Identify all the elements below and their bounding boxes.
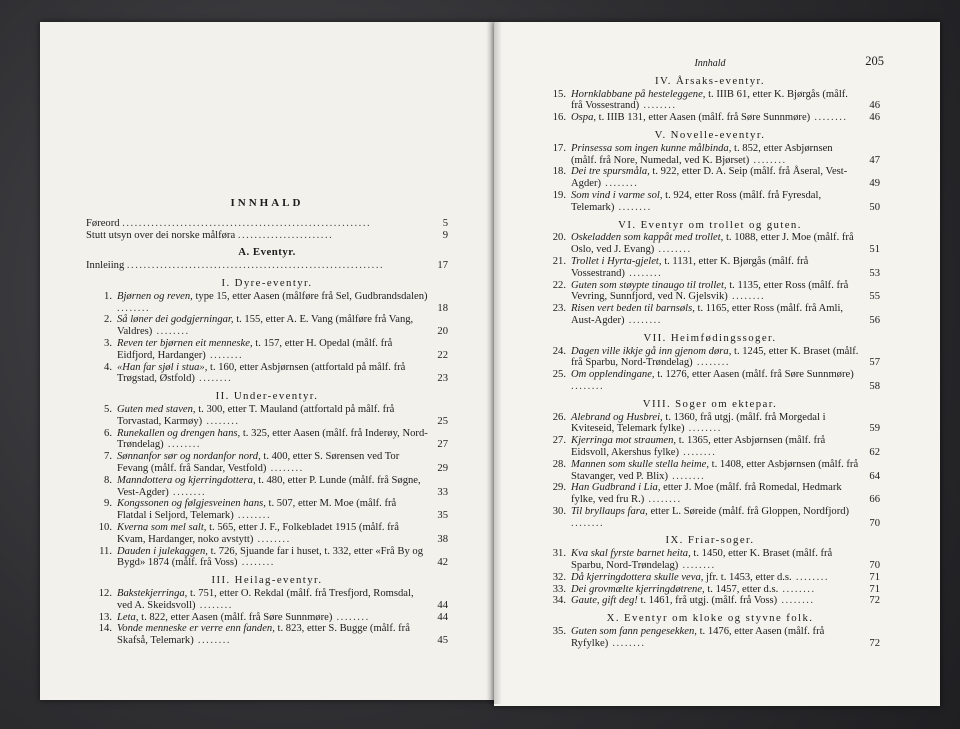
entry-title: Mannen som skulle stella heime, [571,458,709,470]
toc-entry: 33. Dei grovmælte kjerringdøtrene, t. 1457, etter d.s. ........ 71 [540,584,880,596]
entry-source: t. 1135, etter Ross (målf. frå Vevring, Sunnfjord, ved N. Gjelsvik) [571,279,849,303]
entry-number: 17. [552,142,566,154]
entry-number: 33. [552,583,566,595]
toc-entry: 11. Dauden i julekaggen, t. 726, Sjuande far i huset, t. 332, etter «Frå By og Bygd» 1874 (målf. frå Voss) ........ 42 [86,546,448,570]
section-title: VI. Eventyr om trollet og guten. [618,218,802,231]
entry-title: Risen vert beden til barnsøls, [571,303,695,315]
toc-entry: 21. Trollet i Hyrta-gjelet, t. 1131, etter K. Bjørgås (målf. frå Vossestrand) ........ 53 [540,256,880,280]
entry-page: 66 [869,494,880,506]
entry-source: t. 155, etter A. E. Vang (målføre frå Vang, Valdres) [117,314,414,338]
toc-entry: 34. Gaute, gift deg! t. 1461, frå utgj. (målf. frå Voss) ........ 72 [540,595,880,607]
entry-number: 6. [104,427,112,439]
front-entry: Føreord ............................................................ 5 [86,217,448,229]
entry-source: t. 1276, etter Aasen (målf. frå Søre Sunnmøre) [657,369,854,381]
toc-entry: 26. Alebrand og Husbrei, t. 1360, frå utgj. (målf. frå Morgedal i Kviteseid, Telemark fylke) ........ 59 [540,412,880,436]
entry-page: 55 [869,291,880,303]
entry-title: Alebrand og Husbrei, [571,411,663,423]
entry-title: Han Gudbrand i Lia, [571,482,661,494]
entry-source: etter J. Moe (målf. frå Romedal, Hedmark fylke, ved fru R.) [571,482,842,506]
page-number: 205 [865,54,884,68]
entry-source: t. 1165, etter Ross (målf. frå Amli, Aust-Agder) [571,303,844,326]
entry-number: 28. [552,458,566,470]
entry-title: Bakstekjerringa, [117,587,188,599]
entry-number: 9. [104,498,112,510]
entry-source: t. IIIB 61, etter K. Bjørgås (målf. frå Vossestrand) [571,88,848,112]
entry-page: 18 [437,302,448,314]
entry-title: Reven ter bjørnen eit menneske, [117,337,253,349]
entry-number: 34. [552,595,566,607]
entry-source: t. 300, etter T. Mauland (attfortald på målf. frå Torvastad, Karmøy) [117,403,395,427]
entry-title: Manndottera og kjerringdottera, [117,474,256,486]
entry-source: t. 924, etter Ross (målf. frå Fyresdal, Telemark) [571,189,822,213]
entry-number: 26. [552,411,566,423]
entry-page: 72 [869,595,880,607]
entry-source: t. 751, etter O. Rekdal (målf. frå Tresfjord, Romsdal, ved A. Skeidsvoll) [117,587,414,611]
entry-title: «Han far sjøl i stua», [117,361,208,373]
toc-entry: 4. «Han far sjøl i stua», t. 160, etter Asbjørnsen (attfortald på målf. frå Trøgstad, Østfold) ........ 23 [86,362,448,386]
entry-page: 64 [869,470,880,482]
entry-title: Trollet i Hyrta-gjelet, [571,255,662,267]
entry-page: 22 [437,349,448,361]
entry-source: t. 565, etter J. F., Folkebladet 1915 (målf. frå Kvam, Hardanger, noko avstytt) [117,521,399,545]
section-title: II. Under-eventyr. [215,390,319,403]
entry-page: 25 [437,415,448,427]
toc-entry: 35. Guten som fann pengesekken, t. 1476, etter Aasen (målf. frå Ryfylke) ........ 72 [540,626,880,650]
entry-page: 35 [437,510,448,522]
entry-number: 13. [98,611,112,623]
entry-page: 33 [437,486,448,498]
section-title: V. Novelle-eventyr. [654,128,766,141]
entry-page: 50 [869,201,880,213]
entry-page: 29 [437,462,448,474]
entry-title: Dei tre spursmåla, [571,166,650,178]
right-sections [540,76,880,650]
toc-entry: 9. Kongssonen og følgjesveinen hans, t. 507, etter M. Moe (målf. frå Flatdal i Seljord, Telemark) ........ 35 [86,498,448,522]
entry-source: t. 852, etter Asbjørnsen (målf. frå Nore, Numedal, ved K. Bjørset) [571,142,833,166]
entry-title: Prinsessa som ingen kunne målbinda, [571,142,732,154]
entry-title: Hornklabbane på hesteleggene, [571,88,706,100]
running-head: Innhald 205 [694,54,884,69]
left-sections [86,278,448,647]
entry-source: t. 1461, frå utgj. (målf. frå Voss) [640,595,778,607]
entry-title: Då kjerringdottera skulle veva, [571,571,704,583]
toc-entry: 19. Som vind i varme sol, t. 924, etter Ross (målf. frå Fyresdal, Telemark) ........ 50 [540,190,880,214]
entry-number: 31. [552,548,566,560]
entry-source: t. 1450, etter K. Braset (målf. frå Sparbu, Nord-Trøndelag) [571,548,833,572]
toc-entry: 25. Om opplendingane, t. 1276, etter Aasen (målf. frå Søre Sunnmøre) ........ 58 [540,369,880,393]
entry-page: 23 [437,373,448,385]
entry-source: t. 160, etter Asbjørnsen (attfortald på målf. frå Trøgstad, Østfold) [117,361,406,385]
entry-number: 21. [552,255,566,267]
entry-page: 44 [437,611,448,623]
entry-number: 5. [104,403,112,415]
entry-number: 14. [98,623,112,635]
entry-title: Om opplendingane, [571,369,655,381]
entry-page: 47 [869,154,880,166]
entry-page: 72 [869,637,880,649]
toc-entry: 32. Då kjerringdottera skulle veva, jfr. t. 1453, etter d.s. ........ 71 [540,572,880,584]
entry-title: Dei grovmælte kjerringdøtrene, [571,583,705,595]
section-title: X. Eventyr om kloke og styvne folk. [606,612,814,625]
entry-number: 4. [104,361,112,373]
entry-source: type 15, etter Aasen (målføre frå Sel, Gudbrandsdalen) [195,290,428,302]
entry-page: 62 [869,446,880,458]
toc-entry: 27. Kjerringa mot straumen, t. 1365, etter Asbjørnsen (målf. frå Eidsvoll, Akershus fylke) ........ 62 [540,435,880,459]
toc-entry: 7. Sønnanfor sør og nordanfor nord, t. 400, etter S. Sørensen ved Tor Fevang (målf. frå Sandar, Vestfold) ........ 29 [86,451,448,475]
entry-source: t. 1360, frå utgj. (målf. frå Morgedal i Kviteseid, Telemark fylke) [571,411,826,435]
toc-entry: 23. Risen vert beden til barnsøls, t. 1165, etter Ross (målf. frå Amli, Aust-Agder) ........ 56 [540,303,880,327]
toc-entry: 5. Guten med staven, t. 300, etter T. Mauland (attfortald på målf. frå Torvastad, Karmøy) ........ 25 [86,404,448,428]
entry-title: Dauden i julekaggen, [117,545,208,557]
entry-number: 30. [552,505,566,517]
entry-title: Kongssonen og følgjesveinen hans, [117,498,266,510]
entry-number: 11. [99,545,112,557]
entry-title: Kjerringa mot straumen, [571,435,677,447]
entry-title: Dagen ville ikkje gå inn gjenom døra, [571,345,732,357]
entry-source: t. 157, etter H. Opedal (målf. frå Eidfjord, Hardanger) [117,337,393,361]
entry-number: 19. [552,189,566,201]
entry-page: 59 [869,423,880,435]
entry-title: Runekallen og drengen hans, [117,427,241,439]
entry-page: 57 [869,357,880,369]
entry-page: 53 [869,267,880,279]
entry-page: 56 [869,314,880,326]
entry-page: 38 [437,533,448,545]
toc-entry: 28. Mannen som skulle stella heime, t. 1408, etter Asbjørnsen (målf. frå Stavanger, ved P. Blix) ........ 64 [540,459,880,483]
toc-entry: 6. Runekallen og drengen hans, t. 325, etter Aasen (målf. frå Inderøy, Nord-Trøndelag) ........ 27 [86,428,448,452]
entry-source: t. 823, etter S. Bugge (målf. frå Skafså, Telemark) [117,623,410,647]
entry-number: 27. [552,435,566,447]
toc-entry: 18. Dei tre spursmåla, t. 922, etter D. A. Seip (målf. frå Åseral, Vest-Agder) ........ 49 [540,166,880,190]
toc-entry: 17. Prinsessa som ingen kunne målbinda, t. 852, etter Asbjørnsen (målf. frå Nore, Numedal, ved K. Bjørset) ........ 47 [540,143,880,167]
toc-entry: 8. Manndottera og kjerringdottera, t. 480, etter P. Lunde (målf. frå Søgne, Vest-Agder) ........ 33 [86,475,448,499]
toc-entry: 22. Guten som støypte tinaugo til trollet, t. 1135, etter Ross (målf. frå Vevring, Sunnfjord, ved N. Gjelsvik) ........ 55 [540,280,880,304]
toc-entry: 1. Bjørnen og reven, type 15, etter Aasen (målføre frå Sel, Gudbrandsdalen) ........ 18 [86,291,448,315]
toc-entry: 2. Så løner dei godgjerningar, t. 155, etter A. E. Vang (målføre frå Vang, Valdres) ........ 20 [86,314,448,338]
entry-number: 3. [104,337,112,349]
entry-title: Kverna som mel salt, [117,521,207,533]
entry-source: t. IIIB 131, etter Aasen (målf. frå Søre Sunnmøre) [598,112,811,124]
entry-title: Gaute, gift deg! [571,595,638,607]
entry-title: Kva skal fyrste barnet heita, [571,548,691,560]
toc-entry: 30. Til bryllaups fara, etter L. Søreide (målf. frå Gloppen, Nordfjord) ........ 70 [540,506,880,530]
entry-source: t. 822, etter Aasen (målf. frå Søre Sunnmøre) [141,611,333,623]
toc-entry: 16. Ospa, t. IIIB 131, etter Aasen (målf. frå Søre Sunnmøre) ........ 46 [540,112,880,124]
entry-title: Leta, [117,611,139,623]
entry-title: Guten med staven, [117,403,196,415]
entry-number: 8. [104,474,112,486]
entry-source: t. 922, etter D. A. Seip (målf. frå Åseral, Vest-Agder) [571,166,848,190]
entry-number: 16. [552,112,566,124]
entry-source: t. 1131, etter K. Bjørgås (målf. frå Vossestrand) [571,255,809,279]
toc-entry: 12. Bakstekjerringa, t. 751, etter O. Rekdal (målf. frå Tresfjord, Romsdal, ved A. Skeidsvoll) ........ 44 [86,588,448,612]
entry-title: Til bryllaups fara, [571,505,648,517]
entry-title: Guten som støypte tinaugo til trollet, [571,279,727,291]
left-toc-column [86,198,448,647]
entry-number: 22. [552,279,566,291]
entry-title: Vonde menneske er verre enn fanden, [117,623,275,635]
entry-number: 2. [104,314,112,326]
entry-page: 44 [437,599,448,611]
toc-entry: 13. Leta, t. 822, etter Aasen (målf. frå Søre Sunnmøre) ........ 44 [86,612,448,624]
entry-source: t. 1088, etter J. Moe (målf. frå Oslo, ved J. Evang) [571,232,854,256]
entry-source: t. 1365, etter Asbjørnsen (målf. frå Eidsvoll, Akershus fylke) [571,435,826,458]
toc-entry: 15. Hornklabbane på hesteleggene, t. IIIB 61, etter K. Bjørgås (målf. frå Vossestrand) ........ 46 [540,89,880,113]
entry-page: 42 [437,557,448,569]
entry-source: t. 1457, etter d.s. [707,583,779,595]
entry-page: 46 [869,112,880,124]
entry-page: 71 [869,571,880,583]
toc-entry: 29. Han Gudbrand i Lia, etter J. Moe (målf. frå Romedal, Hedmark fylke, ved fru R.) ........ 66 [540,482,880,506]
entry-number: 32. [552,571,566,583]
entry-number: 29. [552,482,566,494]
toc-entry: 3. Reven ter bjørnen eit menneske, t. 157, etter H. Opedal (målf. frå Eidfjord, Hardanger) ........ 22 [86,338,448,362]
entry-page: 27 [437,439,448,451]
toc-entry: 31. Kva skal fyrste barnet heita, t. 1450, etter K. Braset (målf. frå Sparbu, Nord-Trøndelag) ........ 70 [540,548,880,572]
front-entry: Stutt utsyn over dei norske målføra ....................... 9 [86,229,448,241]
entry-number: 18. [552,166,566,178]
intro-entry: Innleiing .............................................................. 17 [86,260,448,272]
entry-source: t. 325, etter Aasen (målf. frå Inderøy, Nord-Trøndelag) [117,427,428,451]
entry-title: Bjørnen og reven, [117,290,193,302]
entry-title: Sønnanfor sør og nordanfor nord, [117,451,261,463]
section-title: IV. Årsaks-eventyr. [654,74,766,87]
entry-title: Som vind i varme sol, [571,189,663,201]
section-title: III. Heilag-eventyr. [211,574,323,587]
section-a-title: A. Eventyr. [238,246,296,259]
entry-source: t. 726, Sjuande far i huset, t. 332, etter «Frå By og Bygd» 1874 (målf. frå Voss) [117,545,423,569]
entry-number: 10. [98,521,112,533]
entry-page: 51 [869,244,880,256]
entry-number: 1. [104,290,112,302]
entry-number: 24. [552,345,566,357]
entry-number: 23. [552,303,566,315]
entry-source: etter L. Søreide (målf. frå Gloppen, Nordfjord) [650,505,850,517]
toc-entry: 20. Oskeladden som kappåt med trollet, t. 1088, etter J. Moe (målf. frå Oslo, ved J. Evang) ........ 51 [540,232,880,256]
entry-page: 49 [869,178,880,190]
entry-page: 46 [869,100,880,112]
section-title: VII. Heimfødingssoger. [643,331,777,344]
entry-number: 12. [98,587,112,599]
toc-entry: 10. Kverna som mel salt, t. 565, etter J. F., Folkebladet 1915 (målf. frå Kvam, Hardanger, noko avstytt) ........ 38 [86,522,448,546]
entry-source: jfr. t. 1453, etter d.s. [706,571,792,583]
entry-source: t. 1245, etter K. Braset (målf. frå Sparbu, Nord-Trøndelag) [571,345,859,369]
entry-number: 7. [104,451,112,463]
section-title: VIII. Soger om ektepar. [642,397,778,410]
entry-source: t. 507, etter M. Moe (målf. frå Flatdal i Seljord, Telemark) [117,498,397,522]
entry-source: t. 480, etter P. Lunde (målf. frå Søgne, Vest-Agder) [117,474,421,498]
entry-number: 15. [552,88,566,100]
section-title: IX. Friar-soger. [665,534,755,547]
toc-title: INNHALD [230,197,304,209]
entry-number: 20. [552,232,566,244]
toc-entry: 14. Vonde menneske er verre enn fanden, t. 823, etter S. Bugge (målf. frå Skafså, Telemark) ........ 45 [86,623,448,647]
entry-title: Oskeladden som kappåt med trollet, [571,232,724,244]
toc-entry: 24. Dagen ville ikkje gå inn gjenom døra, t. 1245, etter K. Braset (målf. frå Sparbu, Nord-Trøndelag) ........ 57 [540,346,880,370]
entry-source: t. 1476, etter Aasen (målf. frå Ryfylke) [571,626,825,649]
section-title: I. Dyre-eventyr. [221,276,313,289]
book-gutter [486,22,502,704]
entry-page: 70 [869,560,880,572]
entry-title: Ospa, [571,112,597,124]
entry-title: Guten som fann pengesekken, [571,626,697,638]
entry-page: 58 [869,380,880,392]
entry-page: 20 [437,326,448,338]
entry-number: 25. [552,369,566,381]
entry-page: 71 [869,583,880,595]
entry-page: 70 [869,517,880,529]
entry-title: Så løner dei godgjerningar, [117,314,234,326]
entry-number: 35. [552,626,566,638]
right-toc-column [540,54,884,650]
entry-page: 45 [437,635,448,647]
entry-source: t. 1408, etter Asbjørnsen (målf. frå Stavanger, ved P. Blix) [571,458,859,482]
entry-source: t. 400, etter S. Sørensen ved Tor Fevang (målf. frå Sandar, Vestfold) [117,451,400,474]
